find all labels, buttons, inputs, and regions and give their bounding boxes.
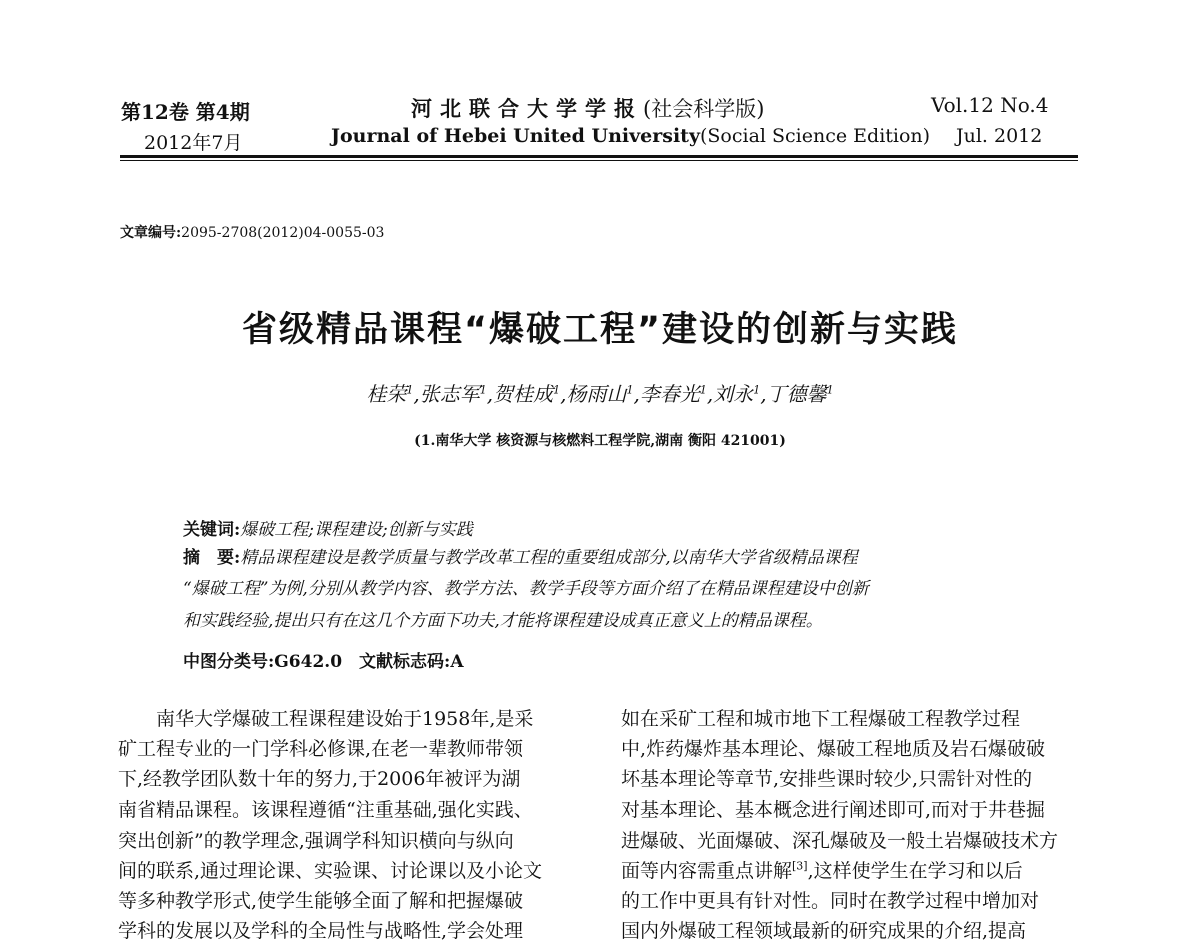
journal-name-cn: 河北联合大学学报 bbox=[411, 96, 643, 121]
journal-edition-cn: (社会科学版) bbox=[643, 97, 765, 121]
body-line: 如在采矿工程和城市地下工程爆破工程教学过程 bbox=[621, 708, 1021, 730]
citation-ref: [3] bbox=[792, 859, 808, 873]
author-name: 刘永 bbox=[713, 382, 754, 406]
keywords-value: 爆破工程;课程建设;创新与实践 bbox=[240, 520, 473, 540]
body-line: 下,经教学团队数十年的努力,于2006年被评为湖 bbox=[118, 768, 521, 790]
article-number bbox=[120, 222, 384, 242]
body-line: 南省精品课程。该课程遵循“注重基础,强化实践、 bbox=[118, 799, 533, 821]
author-affiliation-mark: 1 bbox=[479, 383, 487, 397]
author-affiliation-mark: 1 bbox=[406, 383, 414, 397]
body-line: 突出创新”的教学理念,强调学科知识横向与纵向 bbox=[118, 830, 514, 852]
doc-code-label: 文献标志码: bbox=[359, 652, 451, 672]
header-rule-thin bbox=[120, 160, 1078, 161]
body-line: 对基本理论、基本概念进行阐述即可,而对于井巷掘 bbox=[621, 799, 1046, 821]
abstract-line: “爆破工程”为例,分别从教学内容、教学方法、教学手段等方面介绍了在精品课程建设中创新 bbox=[183, 579, 869, 599]
clc-label: 中图分类号: bbox=[183, 652, 275, 672]
journal-name-en: Journal of Hebei United University bbox=[331, 125, 700, 147]
author-name: 贺桂成 bbox=[493, 382, 554, 406]
abstract-text: 精品课程建设是教学质量与教学改革工程的重要组成部分,以南华大学省级精品课程 bbox=[240, 548, 858, 568]
paper-title: 省级精品课程“爆破工程”建设的创新与实践 bbox=[241, 310, 958, 350]
abstract-label: 摘 要: bbox=[183, 548, 241, 568]
author-name: 丁德馨 bbox=[766, 382, 827, 406]
author-name: 李春光 bbox=[639, 382, 700, 406]
author-affiliation-mark: 1 bbox=[826, 383, 834, 397]
body-line: 南华大学爆破工程课程建设始于1958年,是采 bbox=[118, 708, 534, 730]
body-text: 面等内容需重点讲解 bbox=[621, 860, 793, 882]
keywords bbox=[183, 515, 473, 540]
body-line bbox=[621, 861, 1023, 881]
clc-value: G642.0 bbox=[274, 652, 343, 672]
abstract-line: 和实践经验,提出只有在这几个方面下功夫,才能将课程建设成真正意义上的精品课程。 bbox=[183, 611, 823, 631]
body-line: 学科的发展以及学科的全局性与战略性,学会处理 bbox=[118, 920, 524, 942]
article-number-label: 文章编号: bbox=[120, 225, 182, 241]
body-line: 间的联系,通过理论课、实验课、讨论课以及小论文 bbox=[118, 860, 543, 882]
header-rule-thick bbox=[120, 155, 1078, 158]
author-affiliation-mark: 1 bbox=[753, 383, 761, 397]
doc-code-value: A bbox=[450, 652, 464, 672]
volume-issue: 第12卷 第4期 bbox=[121, 100, 250, 124]
issue-date-cn: 2012年7月 bbox=[144, 132, 243, 154]
vol-no-en: Vol.12 No.4 bbox=[931, 93, 1049, 117]
body-line: 中,炸药爆炸基本理论、爆破工程地质及岩石爆破破 bbox=[621, 738, 1046, 760]
author-affiliation-mark: 1 bbox=[699, 383, 707, 397]
author-affiliation-mark: 1 bbox=[626, 383, 634, 397]
body-line: 等多种教学形式,使学生能够全面了解和把握爆破 bbox=[118, 890, 524, 912]
journal-title-cn bbox=[411, 93, 764, 123]
author-affiliation-mark: 1 bbox=[553, 383, 561, 397]
body-line: 坏基本理论等章节,安排些课时较少,只需针对性的 bbox=[621, 768, 1033, 790]
affiliation: (1.南华大学 核资源与核燃料工程学院,湖南 衡阳 421001) bbox=[414, 433, 786, 449]
body-line: 矿工程专业的一门学科必修课,在老一辈教师带领 bbox=[118, 738, 524, 760]
body-line: 国内外爆破工程领域最新的研究成果的介绍,提高 bbox=[621, 920, 1027, 942]
classification-line bbox=[183, 647, 464, 672]
journal-edition-en: (Social Science Edition) bbox=[700, 125, 931, 147]
body-line: 进爆破、光面爆破、深孔爆破及一般土岩爆破技术方 bbox=[621, 830, 1059, 852]
author-list: 桂荣$^1$,张志军$^1$,贺桂成$^1$,杨雨山$^1$,李春光$^1$,刘永$^1$,丁德馨$^1$ bbox=[366, 382, 834, 406]
issue-date-en: Jul. 2012 bbox=[956, 125, 1043, 147]
author-name: 桂荣 bbox=[366, 382, 407, 406]
keywords-label: 关键词: bbox=[183, 520, 241, 540]
author-name: 张志军 bbox=[419, 382, 480, 406]
article-number-value: 2095-2708(2012)04-0055-03 bbox=[181, 225, 385, 241]
abstract-line bbox=[183, 543, 858, 568]
body-line: 的工作中更具有针对性。同时在教学过程中增加对 bbox=[621, 890, 1040, 912]
body-text: ,这样使学生在学习和以后 bbox=[807, 860, 1023, 882]
journal-title-en bbox=[331, 125, 930, 147]
author-name: 杨雨山 bbox=[566, 382, 627, 406]
